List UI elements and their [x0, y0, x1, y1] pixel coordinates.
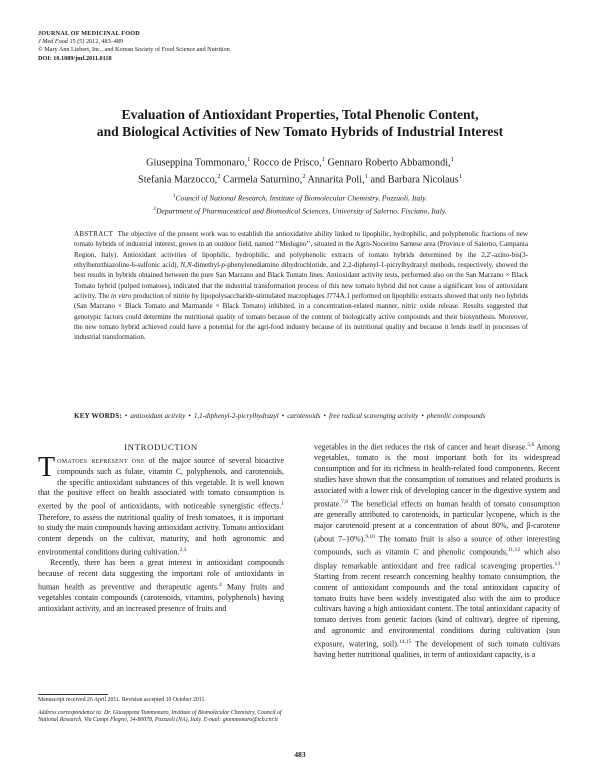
journal-name: JOURNAL OF MEDICINAL FOOD	[38, 30, 140, 37]
affiliations	[40, 191, 560, 216]
citation-ref: 7,8	[341, 498, 348, 505]
citation-ref: 2,3	[179, 547, 187, 554]
author-line-1	[40, 153, 560, 170]
author-name: Stefania Marzocco,	[138, 174, 218, 186]
right-column	[314, 440, 560, 661]
bullet-icon: •	[188, 412, 191, 420]
author-affil-mark: 2	[217, 173, 221, 181]
paragraph	[314, 440, 560, 661]
footnotes	[38, 697, 284, 730]
keyword-item: phenolic compounds	[426, 412, 486, 420]
keywords-label: KEY WORDS:	[74, 412, 122, 420]
citation-ref: 9,10	[365, 533, 375, 540]
keyword-item: antioxidant activity	[130, 412, 186, 420]
author-name: Carmela Saturnino,	[220, 174, 303, 186]
author-affil-mark: 2	[302, 173, 306, 181]
title-line-2: and Biological Activities of New Tomato Hybrids of Industrial Interest	[96, 124, 504, 139]
abstract	[74, 229, 528, 343]
abstract-text: -dimethyl-	[191, 261, 222, 270]
keyword-item: 1,1-diphenyl-2-picrylhydrazyl	[193, 412, 279, 420]
citation-ref: 14,15	[398, 638, 412, 645]
introduction-left-text	[38, 452, 285, 615]
paragraph	[38, 558, 284, 615]
paragraph-text: Recently, there has been a great interest in antioxidant compounds because of recent data suggesting the important role of antioxidants in human health as preventive and therapeutic agents.	[38, 558, 284, 592]
author-affil-mark: 1	[450, 156, 454, 163]
affiliation-1	[40, 191, 560, 204]
abstract-text: The objective of the present work was to establish the antioxidative ability linked to lipophilic, hydrophilic, and polyphenolic fractions of new tomato hybrids of industrial interest, grown in an outdoor field, named ‘‘Medugno’’, situated in the Agro-Nocerino Sarnese area (Province of Salerno, Campania Region, Italy). Antioxidant activities of lipophilic, hydrophilic, and polyphenolic extracts of tomato hybrids determined by the 2,2′-azino-bis(3-ethylbenzthiazoline-6-sulfonic acid),	[74, 230, 529, 270]
citation-ref: 5,6	[527, 442, 535, 448]
paragraph-text: The tomato fruit is also a source of other interesting compounds, such as vitamin C and phenolic compounds,	[314, 534, 560, 557]
paragraph-text: of the major source of several bioactive compounds such as folate, vitamin C, polyphenols, and carotenoids, the specific antioxidant substances of this vegetable. It is well known that the positive effect on health associated with tomato consumption is exerted by the pool of antioxidants, with noticeable synergistic effects.	[38, 456, 285, 511]
journal-header	[38, 30, 338, 63]
keyword-item: carotenoids	[287, 412, 321, 420]
paragraph-text: Therefore, to assess the nutritional quality of fresh tomatoes, it is important to study the main compounds having antioxidant activity. Tomato antioxidant content depends on the cultivar, maturity, and both agronomic and environmental conditions during cultivation.	[38, 512, 284, 557]
paragraph-text: vegetables in the diet reduces the risk of cancer and heart disease.	[314, 442, 528, 452]
keywords	[74, 411, 528, 422]
author-affil-mark: 1	[321, 156, 325, 163]
affiliation-mark: 1	[172, 193, 176, 199]
abstract-text: -phenylenediamine dihydrochloride, and 2,2-diphenyl-1-picrylhydrazyl methods, respectively, showed the best results in hybrids obtained between the pure San Marzano and Black Tomato lines. Antioxidant activity tests, performed also on the San Marzano × Black Tomato hybrid (pulped tomatoes), indicated that the industrial transformation process of this new tomato hybrid did not cause a significant loss of antioxidant activity. The	[74, 261, 528, 301]
journal-citation	[38, 38, 338, 46]
citation-ref: 11,12	[507, 547, 521, 554]
abstract-label: ABSTRACT	[74, 230, 114, 238]
affiliation-text: Department of Pharmaceutical and Biomedical Sciences, University of Salerno, Fisciano, Italy.	[156, 206, 447, 216]
paragraph-text: which also display remarkable antioxidant and free radical scavenging properties.	[314, 547, 561, 571]
journal-abbrev: J Med Food	[38, 38, 68, 46]
citation-ref: 13	[554, 560, 560, 567]
journal-volume: 15 (5) 2012, 483–489	[69, 38, 124, 46]
footnote-divider	[38, 694, 108, 695]
copyright-line: © Mary Ann Liebert, Inc., and Korean Society of Food Science and Nutrition	[38, 46, 230, 54]
citation-ref: 4	[219, 582, 222, 589]
author-name: Giuseppina Tommonaro,	[146, 157, 248, 169]
author-name: Rocco de Prisco,	[250, 157, 322, 169]
author-name: Annarita Poli,	[305, 174, 365, 186]
abstract-italic: in vitro	[110, 292, 132, 301]
paragraph-text: Many fruits and vegetables contain compounds (carotenoids, vitamins, polyphenols) having antioxidant activity, and an increased presence of fruits and	[38, 582, 285, 614]
affiliation-mark: 2	[153, 205, 157, 212]
paragraph	[38, 452, 285, 558]
page-number: 483	[294, 750, 306, 759]
paragraph-text: The development of such tomato cultivars having better nutritional qualities, in term of antioxidant capacity, is a	[314, 639, 560, 660]
lead-in-smallcaps: omatoes represent one	[57, 456, 145, 465]
correspondence-address: Address correspondence to: Dr. Giuseppina Tommonaro, Institute of Biomolecular Chemistry, Council of National Research, Via Campi Flegrei, 34-80078, Pozzuoli (NA), Italy. E-mail: gtommonaro@icb.cnr.it	[38, 709, 282, 724]
author-affil-mark: 1	[364, 173, 368, 181]
bullet-icon: •	[281, 412, 285, 420]
citation-ref: 1	[281, 501, 284, 508]
drop-cap: T	[38, 452, 56, 483]
title-line-1: Evaluation of Antioxidant Properties, Total Phenolic Content,	[121, 107, 479, 122]
bullet-icon: •	[421, 412, 424, 420]
affiliation-2	[40, 204, 560, 217]
bullet-icon: •	[323, 412, 326, 420]
manuscript-dates: Manuscript received 26 April 2011. Revision accepted 10 October 2011.	[38, 697, 206, 703]
author-affil-mark: 1	[247, 156, 251, 163]
bullet-icon: •	[124, 412, 128, 420]
keyword-item: free radical scavenging activity	[328, 412, 419, 420]
left-column	[38, 438, 284, 615]
author-line-2	[40, 170, 560, 187]
introduction-right-text	[314, 440, 560, 661]
affiliation-text: Council of National Research, Institute of Biomolecular Chemistry, Pozzuoli, Italy.	[175, 193, 428, 203]
author-list	[40, 153, 560, 188]
author-affil-mark: 1	[458, 173, 462, 181]
abstract-text: production of nitrite by lipopolysaccharide-stimulated macrophages J774A.1 performed on lipophilic extracts showed that only two hybrids (San Marzano × Black Tomato and Marmande × Black Tomato) inhibited, in a concentration-related manner, nitric oxide release. Results suggested that genotypic factors could determine the nutritional quality of tomato because of the content of biologically active compounds and their biosynthesis. Moreover, the new tomato hybrid achieved could have a potential for the agri-food industry because of its nutritional quality and because it lends itself in processes of industrial transformation.	[74, 292, 528, 342]
paragraph-text: The beneficial effects on human health of tomato consumption are generally attributed to carotenoids, in particular lycopene, which is the major carotenoid present at a concentration of about 80%, and β-carotene (about 7–10%).	[314, 499, 560, 544]
article-title	[40, 106, 560, 140]
paragraph-text: Starting from recent research concerning healthy tomato consumption, the content of antioxidant compounds and the total antioxidant capacity of tomato fruits have been widely investigated also with the aim to produce cultivars having a high antioxidant content. The total antioxidant capacity of tomato derives from genetic factors (kind of cultivar), degree of ripening, and agronomic and environmental conditions during cultivation (sun exposure, watering, soil).	[314, 571, 560, 649]
abstract-italic: p	[221, 261, 225, 270]
doi-line: DOI: 10.1089/jmf.2011.0118	[38, 54, 112, 62]
section-heading-introduction: INTRODUCTION	[124, 442, 198, 452]
author-name: and Barbara Nicolaus	[367, 174, 459, 186]
abstract-italic: N,N	[180, 261, 192, 270]
paragraph-text: Among vegetables, tomato is the most important both for its widespread consumption and for its richness in health-related food components. Recent studies have shown that the consumption of tomatoes and related products is associated with a lower risk of developing cancer in the digestive system and prostate.	[314, 442, 561, 509]
author-name: Gennaro Roberto Abbamondi,	[324, 157, 451, 169]
